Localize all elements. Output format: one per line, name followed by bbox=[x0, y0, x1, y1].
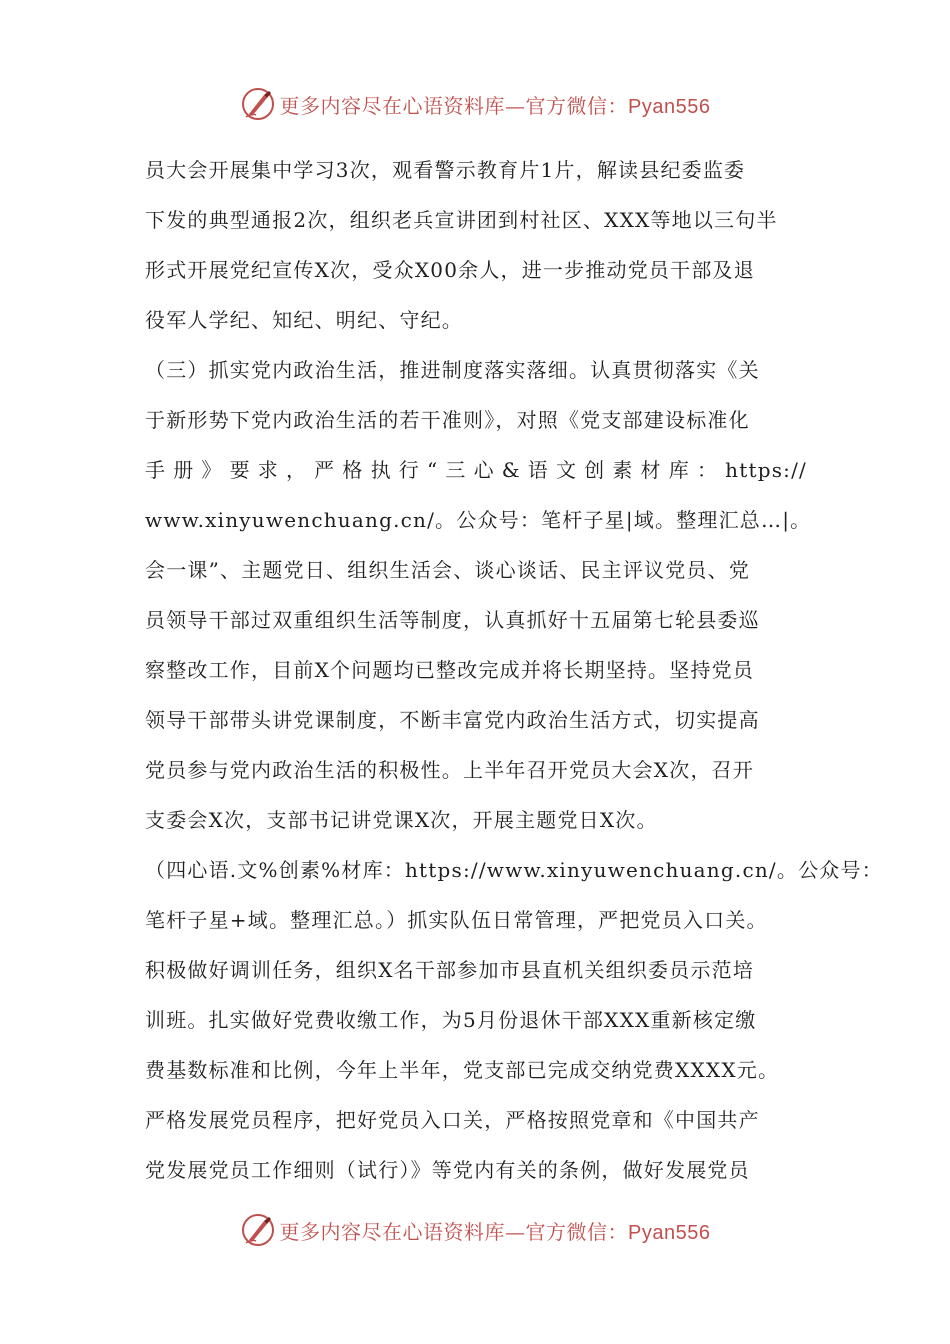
wechat-id: Pyan556 bbox=[628, 95, 711, 118]
body-line: （四心语.文%创素%材库：https://www.xinyuwenchuang.cn/。公众号： bbox=[145, 858, 883, 882]
body-line: （三）抓实党内政治生活，推进制度落实落细。认真贯彻落实《关 bbox=[145, 358, 760, 382]
body-line: 党员参与党内政治生活的积极性。上半年召开党员大会X次，召开 bbox=[145, 758, 755, 782]
body-line: 员领导干部过双重组织生活等制度，认真抓好十五届第七轮县委巡 bbox=[145, 608, 760, 632]
banner-text: 更多内容尽在心语资料库—官方微信：Pyan556 bbox=[279, 93, 711, 118]
body-line: 员大会开展集中学习3次，观看警示教育片1片，解读县纪委监委 bbox=[145, 158, 746, 182]
body-line: 严格发展党员程序，把好党员入口关，严格按照党章和《中国共产 bbox=[145, 1108, 760, 1132]
body-line: 役军人学纪、知纪、明纪、守纪。 bbox=[145, 308, 463, 332]
header-banner bbox=[0, 84, 950, 124]
quill-logo-icon bbox=[240, 86, 276, 122]
body-line: 领导干部带头讲党课制度，不断丰富党内政治生活方式，切实提高 bbox=[145, 708, 760, 732]
body-line: 费基数标准和比例，今年上半年，党支部已完成交纳党费XXXX元。 bbox=[145, 1058, 780, 1082]
document-body bbox=[145, 145, 883, 1195]
body-line: 手册》要求，严格执行“三心&语文创素材库：https:// bbox=[145, 458, 807, 482]
body-line: 形式开展党纪宣传X次，受众X00余人，进一步推动党员干部及退 bbox=[145, 258, 755, 282]
body-line: 支委会X次，支部书记讲党课X次，开展主题党日X次。 bbox=[145, 808, 658, 832]
banner-text: 更多内容尽在心语资料库—官方微信：Pyan556 bbox=[279, 1219, 711, 1244]
body-line: 笔杆子星+域。整理汇总。）抓实队伍日常管理，严把党员入口关。 bbox=[145, 908, 768, 932]
quill-logo-icon bbox=[240, 1212, 276, 1248]
body-line: 积极做好调训任务，组织X名干部参加市县直机关组织委员示范培 bbox=[145, 958, 755, 982]
body-line: 察整改工作，目前X个问题均已整改完成并将长期坚持。坚持党员 bbox=[145, 658, 755, 682]
footer-banner bbox=[0, 1210, 950, 1250]
body-line: www.xinyuwenchuang.cn/。公众号：笔杆子星|域。整理汇总…|。 bbox=[145, 508, 812, 532]
body-line: 于新形势下党内政治生活的若干准则》，对照《党支部建设标准化 bbox=[145, 408, 750, 432]
body-line: 训班。扎实做好党费收缴工作，为5月份退休干部XXX重新核定缴 bbox=[145, 1008, 757, 1032]
body-line: 党发展党员工作细则（试行）》等党内有关的条例，做好发展党员 bbox=[145, 1158, 750, 1182]
wechat-id: Pyan556 bbox=[628, 1221, 711, 1244]
body-line: 会一课”、主题党日、组织生活会、谈心谈话、民主评议党员、党 bbox=[145, 558, 751, 582]
body-line: 下发的典型通报2次，组织老兵宣讲团到村社区、XXX等地以三句半 bbox=[145, 208, 778, 232]
